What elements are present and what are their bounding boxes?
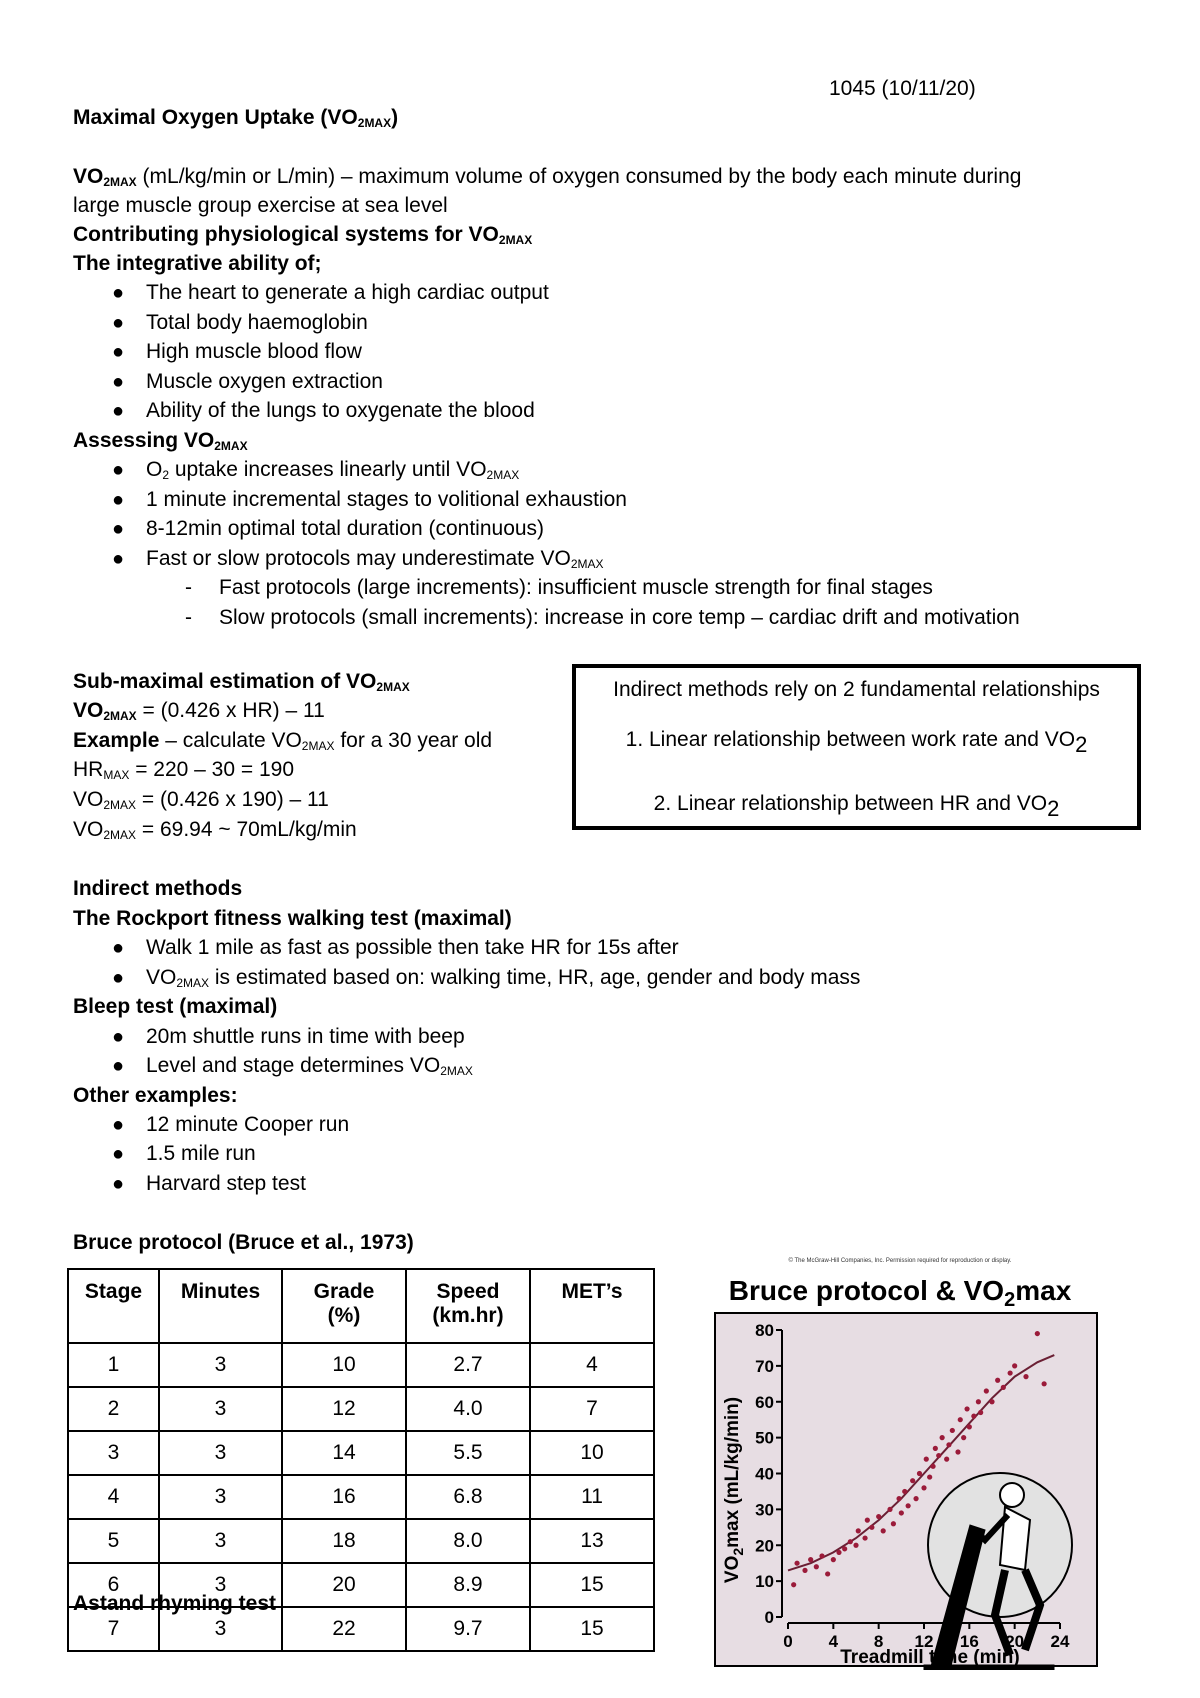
data-point — [971, 1414, 976, 1419]
data-point — [1035, 1331, 1040, 1336]
bruce-heading: Bruce protocol (Bruce et al., 1973) — [73, 1231, 414, 1254]
y-tick-label: 0 — [764, 1608, 774, 1627]
data-point — [978, 1410, 983, 1415]
x-tick-label: 0 — [783, 1632, 793, 1651]
y-tick-label: 80 — [755, 1321, 774, 1340]
data-point — [865, 1518, 870, 1523]
bullet-icon: ● — [112, 548, 125, 570]
chart-copyright: © The McGraw-Hill Companies, Inc. Permission required for reproduction or display. — [788, 1258, 1012, 1264]
data-point — [961, 1435, 966, 1440]
table-row: 5 3 18 8.0 13 — [68, 1519, 654, 1563]
contributing-subheading: The integrative ability of; — [73, 252, 322, 275]
chart-xlabel: Treadmill time (min) — [840, 1647, 1020, 1668]
data-point — [917, 1471, 922, 1476]
list-item: ● 1.5 mile run — [112, 1142, 256, 1165]
y-tick-label: 30 — [755, 1500, 774, 1520]
data-point — [842, 1546, 847, 1551]
bullet-icon: ● — [112, 1114, 125, 1136]
data-point — [924, 1457, 929, 1462]
submax-example: Example – calculate $VO_{2MAX}$ for a 30 year old — [73, 729, 493, 753]
bullet-icon: ● — [112, 400, 125, 422]
data-point — [836, 1550, 841, 1555]
column-header: Stage — [68, 1269, 159, 1343]
data-point — [896, 1496, 901, 1501]
data-point — [825, 1571, 830, 1576]
data-point — [906, 1503, 911, 1508]
list-item: ● $VO_{2MAX}$ is estimated based on: walking time, HR, age, gender and body mass — [112, 966, 861, 990]
astrand-overlay-text: Astand rhyming test — [73, 1592, 277, 1615]
list-item: ● 12 minute Cooper run — [112, 1113, 350, 1136]
list-item: - Slow protocols (small increments): increase in core temp – cardiac drift and motivation — [185, 606, 1020, 629]
rockport-heading: The Rockport fitness walking test (maximal) — [73, 907, 512, 930]
list-item: ● Harvard step test — [112, 1172, 306, 1195]
column-header: Minutes — [159, 1269, 282, 1343]
relationships-box — [572, 664, 1141, 830]
data-point — [913, 1496, 918, 1501]
data-point — [933, 1446, 938, 1451]
bruce-vo2max-chart — [700, 1255, 1100, 1670]
data-point — [814, 1564, 819, 1569]
list-item: ● The heart to generate a high cardiac output — [112, 281, 549, 304]
list-item: ● 20m shuttle runs in time with beep — [112, 1025, 465, 1048]
x-tick-label: 8 — [873, 1632, 884, 1651]
bullet-icon: ● — [112, 937, 125, 959]
data-point — [946, 1442, 951, 1447]
list-item: ● High muscle blood flow — [112, 340, 362, 363]
submax-calc-2: $VO_{2MAX} = 69.94$ ~ 70mL/kg/min — [73, 818, 357, 842]
data-point — [887, 1507, 892, 1512]
other-heading: Other examples: — [73, 1084, 238, 1107]
data-point — [964, 1406, 969, 1411]
table-row: 4 3 16 6.8 11 — [68, 1475, 654, 1519]
data-point — [819, 1553, 824, 1558]
y-tick-label: 50 — [755, 1428, 774, 1448]
data-point — [1023, 1374, 1028, 1379]
data-point — [902, 1489, 907, 1494]
box-title: Indirect methods rely on 2 fundamental relationships — [613, 678, 1100, 701]
data-point — [802, 1568, 807, 1573]
data-point — [881, 1528, 886, 1533]
document-code: 1045 (10/11/20) — [829, 77, 976, 100]
x-tick-label: 12 — [914, 1632, 934, 1651]
list-item: ● Total body haemoglobin — [112, 311, 368, 334]
table-row: 3 3 14 5.5 10 — [68, 1431, 654, 1475]
data-point — [1008, 1370, 1013, 1375]
data-point — [984, 1388, 989, 1393]
submax-calc-1: $VO_{2MAX} = (0.426$ x 190) – 11 — [73, 788, 329, 812]
data-point — [1042, 1381, 1047, 1386]
data-point — [808, 1557, 813, 1562]
data-point — [927, 1474, 932, 1479]
list-item: ● Walk 1 mile as fast as possible then take HR for 15s after — [112, 936, 679, 959]
list-item: ● 8-12min optimal total duration (continuous) — [112, 517, 545, 540]
data-point — [862, 1535, 867, 1540]
table-row: 1 3 10 2.7 4 — [68, 1343, 654, 1387]
submax-heading: Sub-maximal estimation of $VO_{2MAX}$ — [73, 670, 410, 694]
data-point — [876, 1514, 881, 1519]
column-header: MET’s — [530, 1269, 654, 1343]
page-title: Maximal Oxygen Uptake $(VO_{2MAX})$ — [73, 106, 399, 130]
bullet-icon: ● — [112, 1026, 125, 1048]
data-point — [910, 1478, 915, 1483]
submax-hrmax: $HR_{MAX} = 220 - 30 = 190$ — [73, 758, 295, 782]
data-point — [853, 1543, 858, 1548]
data-point — [976, 1399, 981, 1404]
bullet-icon: ● — [112, 1143, 125, 1165]
bullet-icon: ● — [112, 489, 125, 511]
list-item: ● Muscle oxygen extraction — [112, 370, 383, 393]
data-point — [791, 1582, 796, 1587]
definition-line-2: large muscle group exercise at sea level — [73, 194, 448, 217]
bullet-icon: ● — [112, 459, 125, 481]
y-tick-label: 20 — [755, 1536, 774, 1556]
y-tick-label: 40 — [755, 1464, 774, 1484]
list-item: ● $O_2$ uptake increases linearly until $VO_{2MAX}$ — [112, 458, 520, 482]
x-tick-label: 24 — [1050, 1632, 1070, 1651]
y-tick-label: 70 — [755, 1356, 774, 1376]
submax-formula: $VO_{2MAX} = (0.426$ x HR) – 11 — [73, 699, 325, 723]
data-point — [950, 1428, 955, 1433]
data-point — [989, 1399, 994, 1404]
list-item: - Fast protocols (large increments): insufficient muscle strength for final stages — [185, 576, 933, 599]
x-tick-label: 16 — [959, 1632, 979, 1651]
data-point — [930, 1464, 935, 1469]
column-header: Speed (km.hr) — [406, 1269, 530, 1343]
box-relationship-2: 2. Linear relationship between HR and VO2 — [653, 792, 1060, 821]
data-point — [940, 1435, 945, 1440]
table-row: 2 3 12 4.0 7 — [68, 1387, 654, 1431]
indirect-heading: Indirect methods — [73, 877, 243, 900]
data-point — [944, 1457, 949, 1462]
list-item: ● Level and stage determines $VO_{2MAX}$ — [112, 1054, 473, 1078]
bullet-icon: ● — [112, 1173, 125, 1195]
assessing-heading: Assessing $VO_{2MAX}$ — [73, 429, 248, 453]
data-point — [899, 1510, 904, 1515]
list-item: ● 1 minute incremental stages to volitional exhaustion — [112, 488, 627, 511]
y-tick-label: 60 — [755, 1392, 774, 1412]
data-point — [831, 1557, 836, 1562]
data-point — [995, 1378, 1000, 1383]
bullet-icon: ● — [112, 371, 125, 393]
definition-line-1: $VO_{2MAX}$ (mL/kg/min or L/min) – maximum volume of oxygen consumed by the body each minute during — [73, 165, 1022, 189]
chart-svg — [700, 1255, 1100, 1670]
bullet-icon: ● — [112, 312, 125, 334]
list-item: ● Ability of the lungs to oxygenate the blood — [112, 399, 535, 422]
data-point — [958, 1417, 963, 1422]
table-row: 6 3 20 8.9 15 — [68, 1563, 654, 1607]
bullet-icon: ● — [112, 518, 125, 540]
data-point — [921, 1485, 926, 1490]
list-item: ● Fast or slow protocols may underestimate $VO_{2MAX}$ — [112, 547, 604, 571]
bullet-icon: ● — [112, 282, 125, 304]
contributing-heading: Contributing physiological systems for $VO_{2MAX}$ — [73, 223, 533, 247]
bleep-heading: Bleep test (maximal) — [73, 995, 278, 1018]
chart-title: Bruce protocol & $VO_2\max$ — [728, 1275, 1072, 1311]
bullet-icon: ● — [112, 341, 125, 363]
data-point — [869, 1525, 874, 1530]
data-point — [967, 1424, 972, 1429]
data-point — [1012, 1363, 1017, 1368]
data-point — [794, 1561, 799, 1566]
table-row: 7 3 22 9.7 15 — [68, 1607, 654, 1651]
y-tick-label: 10 — [755, 1572, 774, 1592]
data-point — [955, 1449, 960, 1454]
box-relationship-1: 1. Linear relationship between work rate and VO2 — [625, 728, 1088, 757]
bullet-icon: ● — [112, 1055, 125, 1077]
bullet-icon: ● — [112, 967, 125, 989]
column-header: Grade (%) — [282, 1269, 406, 1343]
chart-ylabel: $VO_2\max$ (mL/kg/min) — [722, 1396, 746, 1584]
data-point — [936, 1453, 941, 1458]
data-point — [1001, 1385, 1006, 1390]
data-point — [856, 1528, 861, 1533]
x-tick-label: 20 — [1005, 1632, 1025, 1651]
data-point — [848, 1539, 853, 1544]
x-tick-label: 4 — [828, 1632, 839, 1651]
data-point — [891, 1521, 896, 1526]
